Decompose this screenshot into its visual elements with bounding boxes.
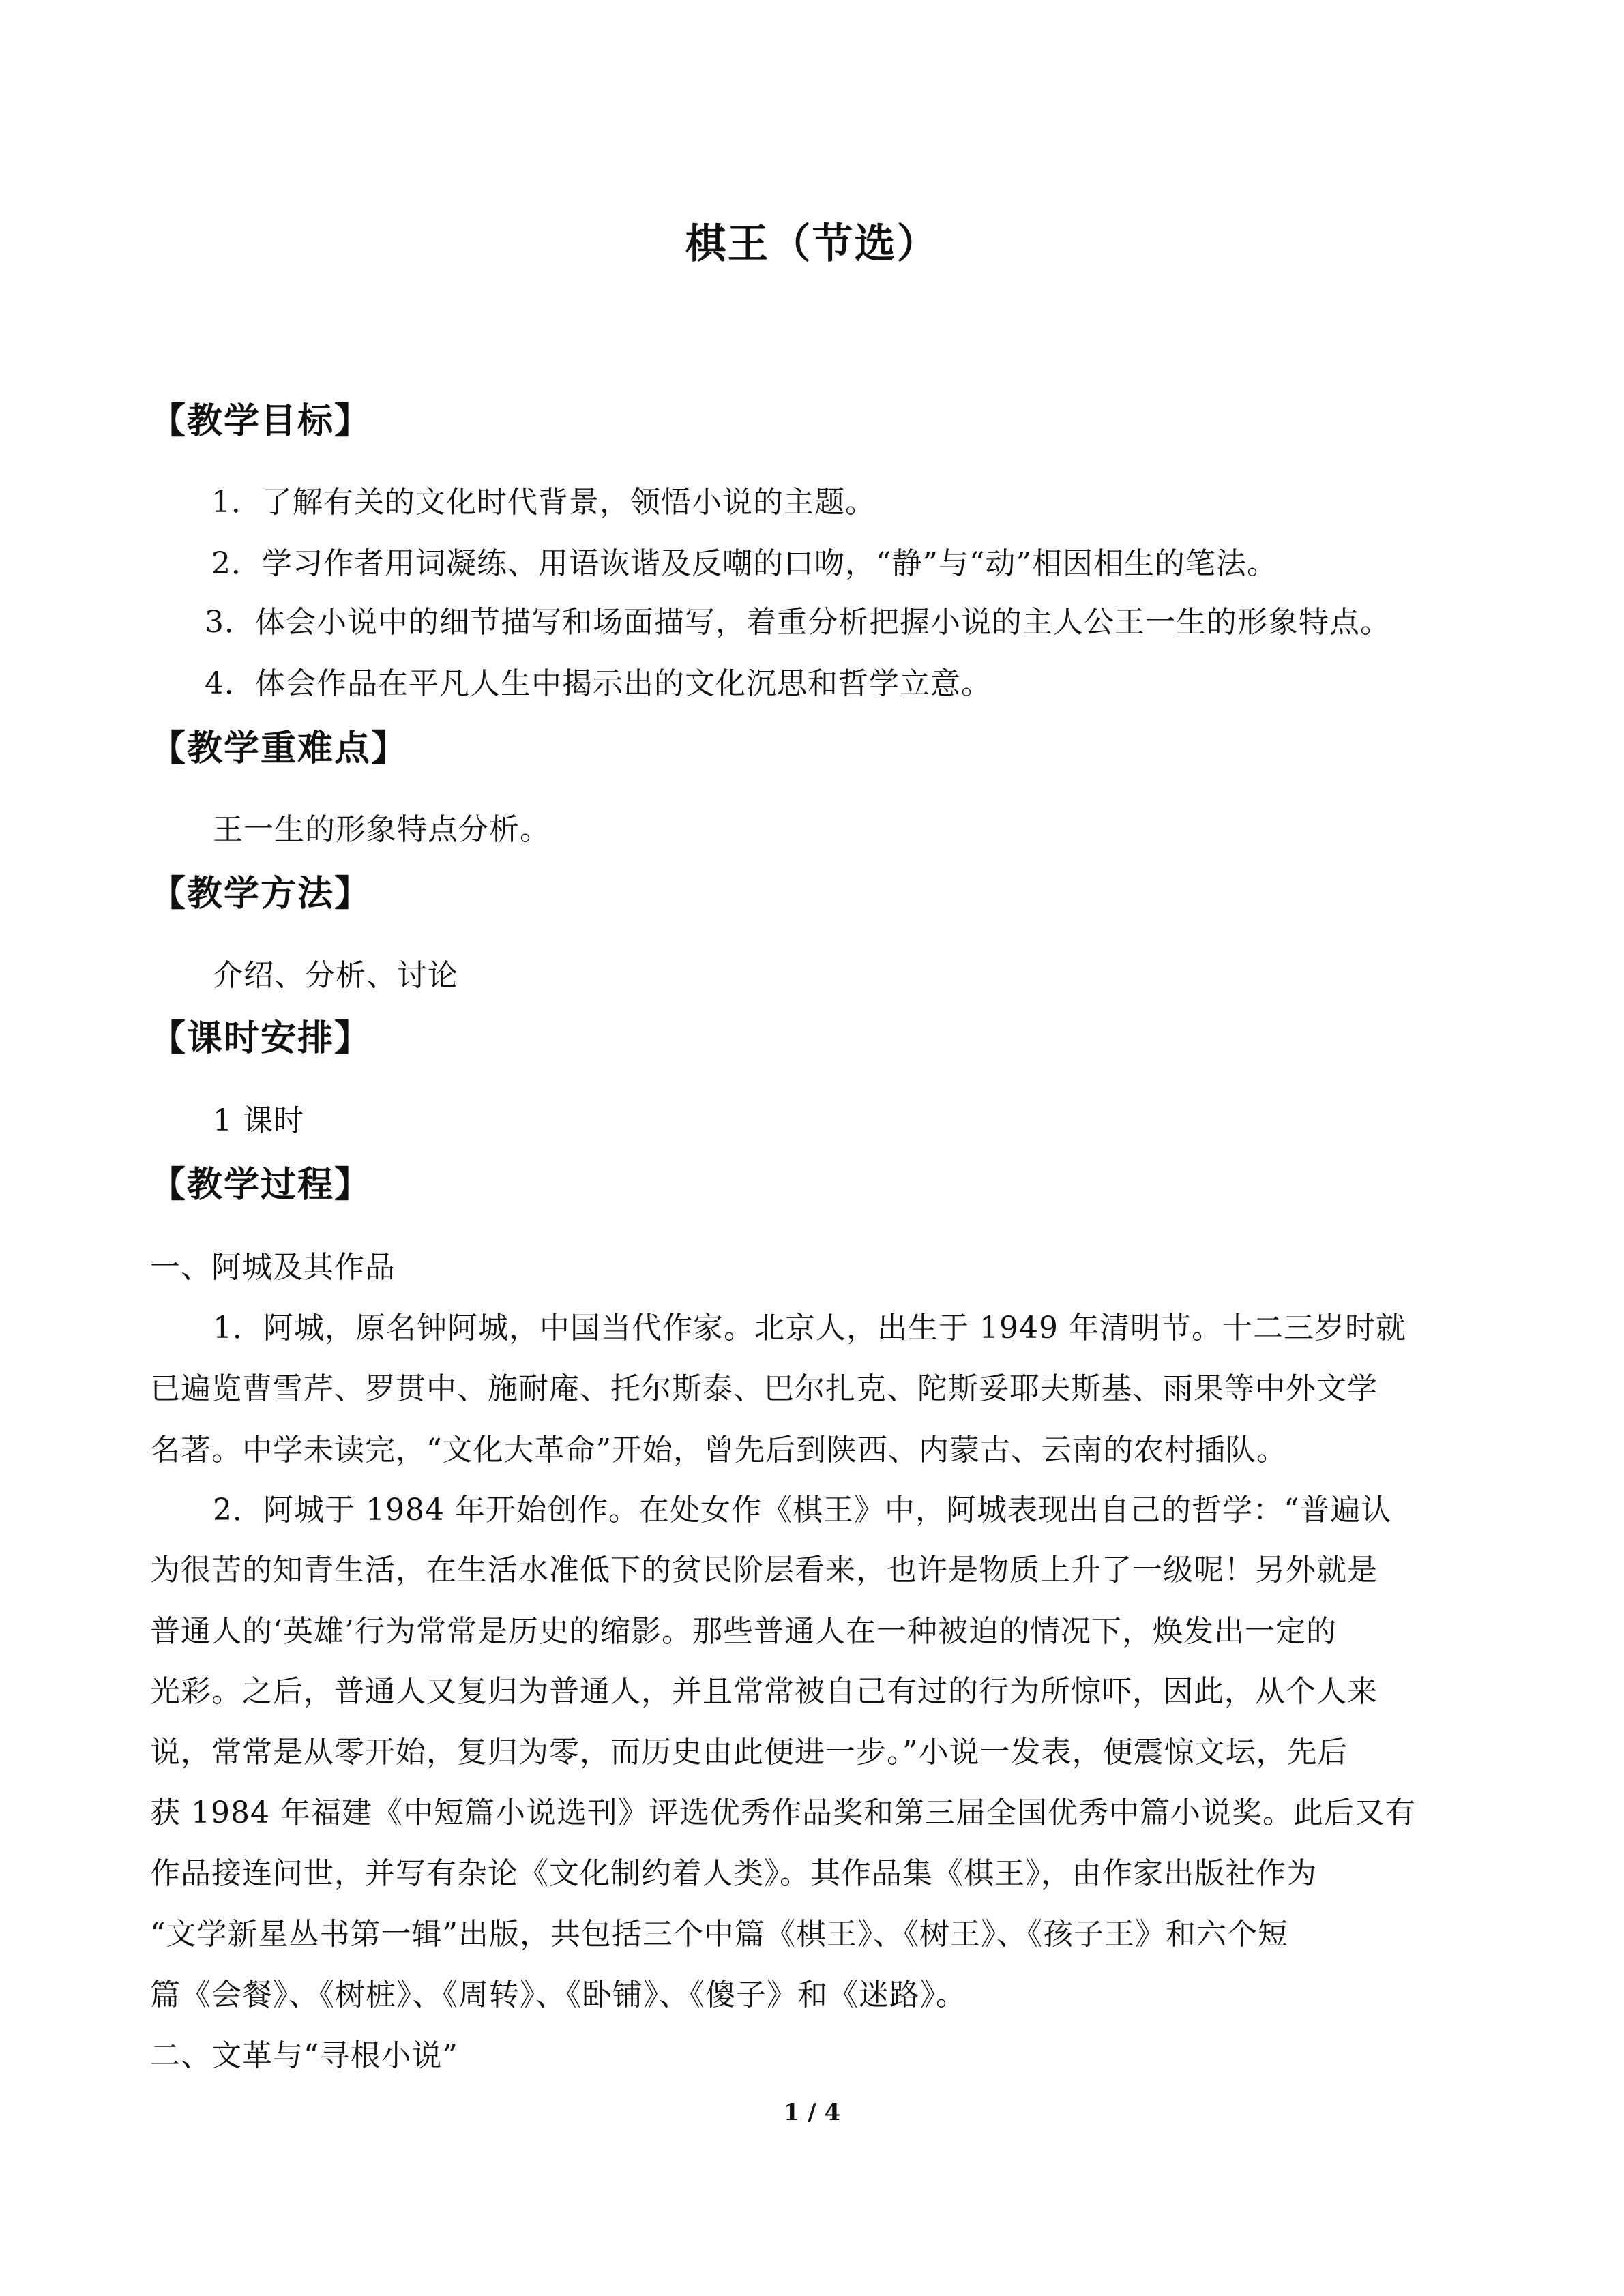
process-heading: 【教学过程】	[150, 1165, 372, 1206]
paragraph-line: 篇《会餐》、《树桩》、《周转》、《卧铺》、《傻子》和《迷路》。	[150, 1978, 966, 2012]
objectives-heading: 【教学目标】	[150, 401, 372, 442]
paragraph-line: 1．阿城，原名钟阿城，中国当代作家。北京人，出生于 1949 年清明节。十二三岁时就	[213, 1311, 1406, 1345]
methods-text: 介绍、分析、讨论	[213, 958, 458, 993]
schedule-text: 1 课时	[213, 1103, 304, 1138]
key-points-text: 王一生的形象特点分析。	[213, 812, 550, 847]
methods-heading: 【教学方法】	[150, 874, 372, 914]
objective-item: 4．体会作品在平凡人生中揭示出的文化沉思和哲学立意。	[205, 666, 992, 701]
section-heading-wenge: 二、文革与“寻根小说”	[150, 2038, 458, 2073]
objective-item: 1．了解有关的文化时代背景，领悟小说的主题。	[211, 485, 876, 520]
paragraph-line: 获 1984 年福建《中短篇小说选刊》评选优秀作品奖和第三届全国优秀中篇小说奖。此后又有	[150, 1795, 1416, 1830]
paragraph-line: 作品接连问世，并写有杂论《文化制约着人类》。其作品集《棋王》，由作家出版社作为	[150, 1856, 1317, 1891]
paragraph-line: 光彩。之后，普通人又复归为普通人，并且常常被自己有过的行为所惊吓，因此，从个人来	[150, 1674, 1378, 1709]
paragraph-line: 2．阿城于 1984 年开始创作。在处女作《棋王》中，阿城表现出自己的哲学：“普遍认	[213, 1493, 1392, 1527]
objective-item: 3．体会小说中的细节描写和场面描写，着重分析把握小说的主人公王一生的形象特点。	[205, 605, 1391, 640]
objective-item: 2．学习作者用词凝练、用语诙谐及反嘲的口吻，“静”与“动”相因相生的笔法。	[211, 546, 1278, 581]
section-heading-acheng: 一、阿城及其作品	[150, 1250, 396, 1285]
paragraph-line: 说，常常是从零开始，复归为零，而历史由此便进一步。”小说一发表，便震惊文坛，先后	[150, 1735, 1348, 1770]
paragraph-line: 普通人的‘英雄’行为常常是历史的缩影。那些普通人在一种被迫的情况下，焕发出一定的	[150, 1614, 1337, 1649]
key-points-heading: 【教学重难点】	[150, 728, 409, 769]
page-title: 棋王（节选）	[685, 220, 939, 268]
paragraph-line: 名著。中学未读完，“文化大革命”开始，曾先后到陕西、内蒙古、云南的农村插队。	[150, 1433, 1287, 1467]
paragraph-line: “文学新星丛书第一辑”出版，共包括三个中篇《棋王》、《树王》、《孩子王》和六个短	[150, 1917, 1288, 1952]
paragraph-line: 为很苦的知青生活，在生活水准低下的贫民阶层看来，也许是物质上升了一级呢！另外就是	[150, 1553, 1378, 1587]
paragraph-line: 已遍览曹雪芹、罗贯中、施耐庵、托尔斯泰、巴尔扎克、陀斯妥耶夫斯基、雨果等中外文学	[150, 1371, 1378, 1406]
schedule-heading: 【课时安排】	[150, 1018, 372, 1059]
page-number: 1 / 4	[783, 2099, 841, 2126]
